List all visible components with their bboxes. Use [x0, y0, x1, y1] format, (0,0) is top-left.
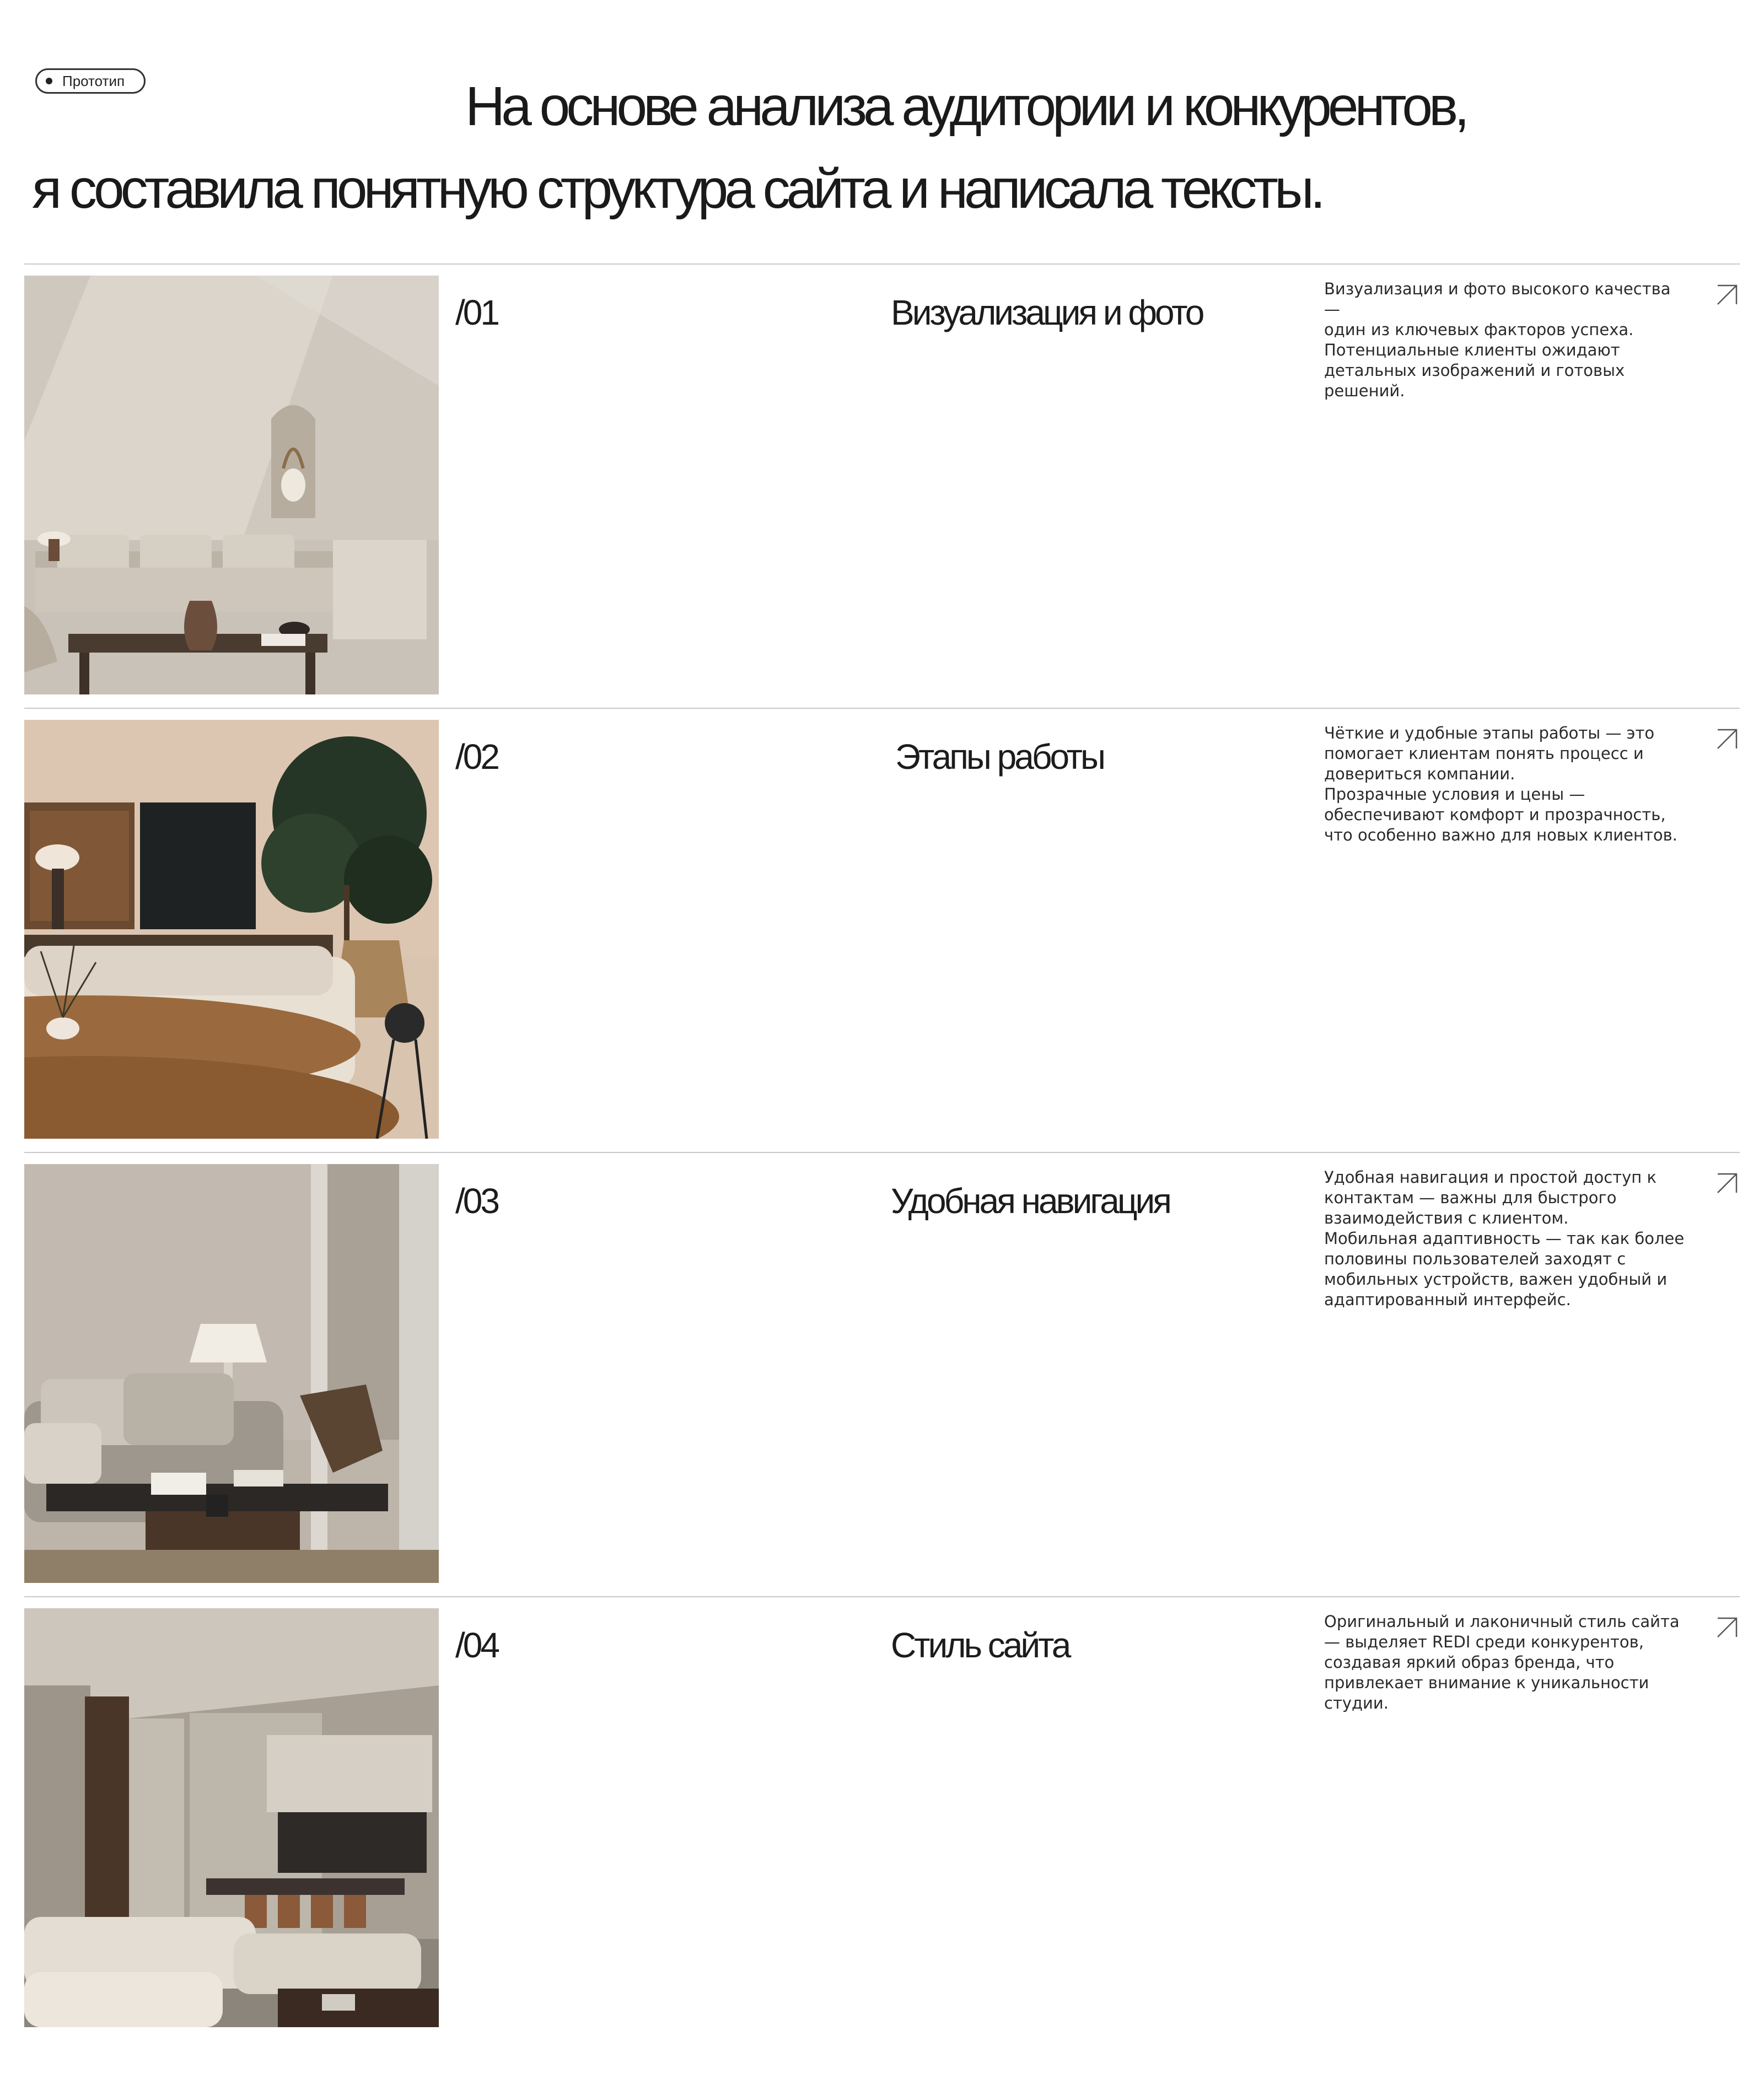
item-description: Удобная навигация и простой доступ к контактам — важны для быстрого взаимодействия с клиентом. Мобильная адаптивность — так как более половины пользователей заходят с мобильных устройств, важен удобный и адаптированный интерфейс. [1324, 1168, 1685, 1309]
arrow-up-right-icon[interactable] [1715, 1616, 1739, 1639]
item-description: Чёткие и удобные этапы работы — это помогает клиентам понять процесс и довериться компании. Прозрачные условия и цены — обеспечивают комфорт и прозрачность, что особенно важно для новых клиентов. [1324, 724, 1677, 844]
feature-card-04 [24, 1608, 1740, 2027]
headline-line-1: На основе анализа аудитории и конкурентов, [465, 76, 1466, 137]
arrow-up-right-icon[interactable] [1715, 728, 1739, 751]
living-room-niche-photo [24, 276, 439, 694]
section-divider [24, 263, 1740, 265]
arrow-up-right-icon[interactable] [1715, 1172, 1739, 1195]
item-description: Оригинальный и лаконичный стиль сайта — выделяет REDI среди конкурентов, создавая яркий образ бренда, что привлекает внимание к уникальности студии. [1324, 1612, 1680, 1712]
item-number: /02 [455, 737, 498, 777]
feature-card-03 [24, 1164, 1740, 1583]
item-title: Этапы работы [895, 737, 1104, 777]
section-divider [24, 1152, 1740, 1153]
open-plan-interior-photo [24, 1608, 439, 2027]
feature-card-02 [24, 720, 1740, 1139]
badge-label: Прототип [62, 72, 125, 89]
item-title: Удобная навигация [891, 1181, 1170, 1221]
item-number: /04 [455, 1625, 498, 1665]
section-divider [24, 708, 1740, 709]
item-title: Визуализация и фото [891, 293, 1203, 332]
item-number: /01 [455, 293, 498, 332]
feature-card-01 [24, 276, 1740, 694]
arrow-up-right-icon[interactable] [1715, 283, 1739, 306]
item-title: Стиль сайта [891, 1625, 1069, 1665]
living-room-lamp-photo [24, 1164, 439, 1583]
headline-line-2: я составила понятную структура сайта и написала тексты. [32, 158, 1322, 220]
item-number: /03 [455, 1181, 498, 1221]
living-room-plant-photo [24, 720, 439, 1139]
page-headline [32, 65, 1686, 230]
section-divider [24, 1596, 1740, 1597]
item-description: Визуализация и фото высокого качества — один из ключевых факторов успеха. Потенциальные клиенты ожидают детальных изображений и готовых решений. [1324, 279, 1671, 400]
